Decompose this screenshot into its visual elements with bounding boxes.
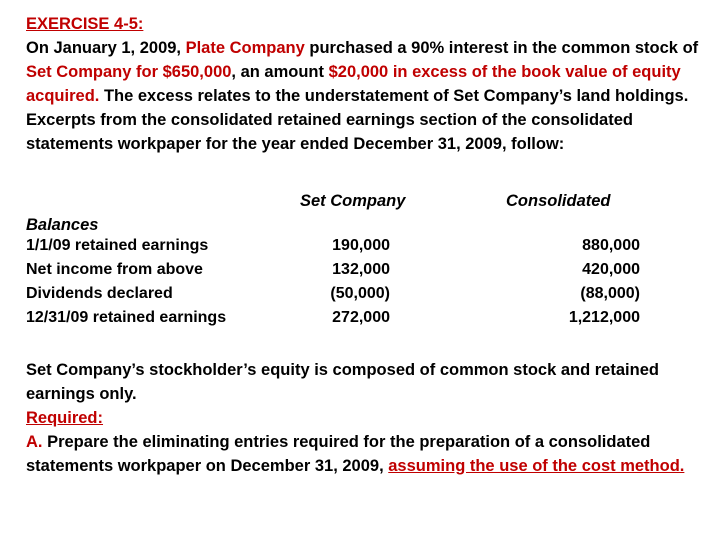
requirements-section — [26, 358, 706, 478]
parent-company-name: Plate Company — [185, 39, 305, 57]
requirement-a: A. Prepare the eliminating entries required for the preparation of a consolidated statements workpaper on December 31, 2009, assuming the use of the cost method. — [26, 433, 685, 475]
header-set-company: Set Company — [300, 192, 406, 210]
consolidated-value: 880,000 — [582, 237, 640, 254]
table-row — [0, 237, 720, 261]
purchase-price: Set Company for $650,000 — [26, 63, 232, 81]
table-row — [0, 261, 720, 285]
row-label: Dividends declared — [26, 285, 173, 302]
row-label: 1/1/09 retained earnings — [26, 237, 209, 254]
excerpt-paragraph: Excerpts from the consolidated retained earnings section of the consolidated statements workpaper for the year ended December 31, 2009, follow: — [26, 111, 633, 153]
required-label: Required: — [26, 409, 104, 427]
table-row — [0, 285, 720, 309]
header-consolidated: Consolidated — [506, 192, 611, 210]
exercise-title: EXERCISE 4-5: — [26, 15, 144, 33]
consolidated-value: (88,000) — [580, 285, 640, 302]
set-company-value: 132,000 — [332, 261, 390, 278]
consolidated-value: 420,000 — [582, 261, 640, 278]
acquisition-paragraph: On January 1, 2009, Plate Company purchased a 90% interest in the common stock of Set Company for $650,000, an amount $20,000 in excess of the book value of equity acquired. The excess relates to the understatement of Set Company’s land holdings. — [26, 39, 699, 105]
requirement-a-letter: A. — [26, 433, 43, 451]
equity-note: Set Company’s stockholder’s equity is composed of common stock and retained earnings only. — [26, 361, 659, 403]
consolidated-value: 1,212,000 — [568, 309, 640, 326]
set-company-value: (50,000) — [330, 285, 390, 302]
cost-method-emphasis: assuming the use of the cost method. — [388, 457, 685, 475]
table-row — [0, 309, 720, 333]
balances-label: Balances — [26, 216, 99, 234]
set-company-value: 190,000 — [332, 237, 390, 254]
row-label: Net income from above — [26, 261, 203, 278]
row-label: 12/31/09 retained earnings — [26, 309, 227, 326]
exercise-intro — [26, 12, 706, 156]
set-company-value: 272,000 — [332, 309, 390, 326]
excess-amount: $20,000 in excess of the book value of equity acquired. — [26, 63, 681, 105]
